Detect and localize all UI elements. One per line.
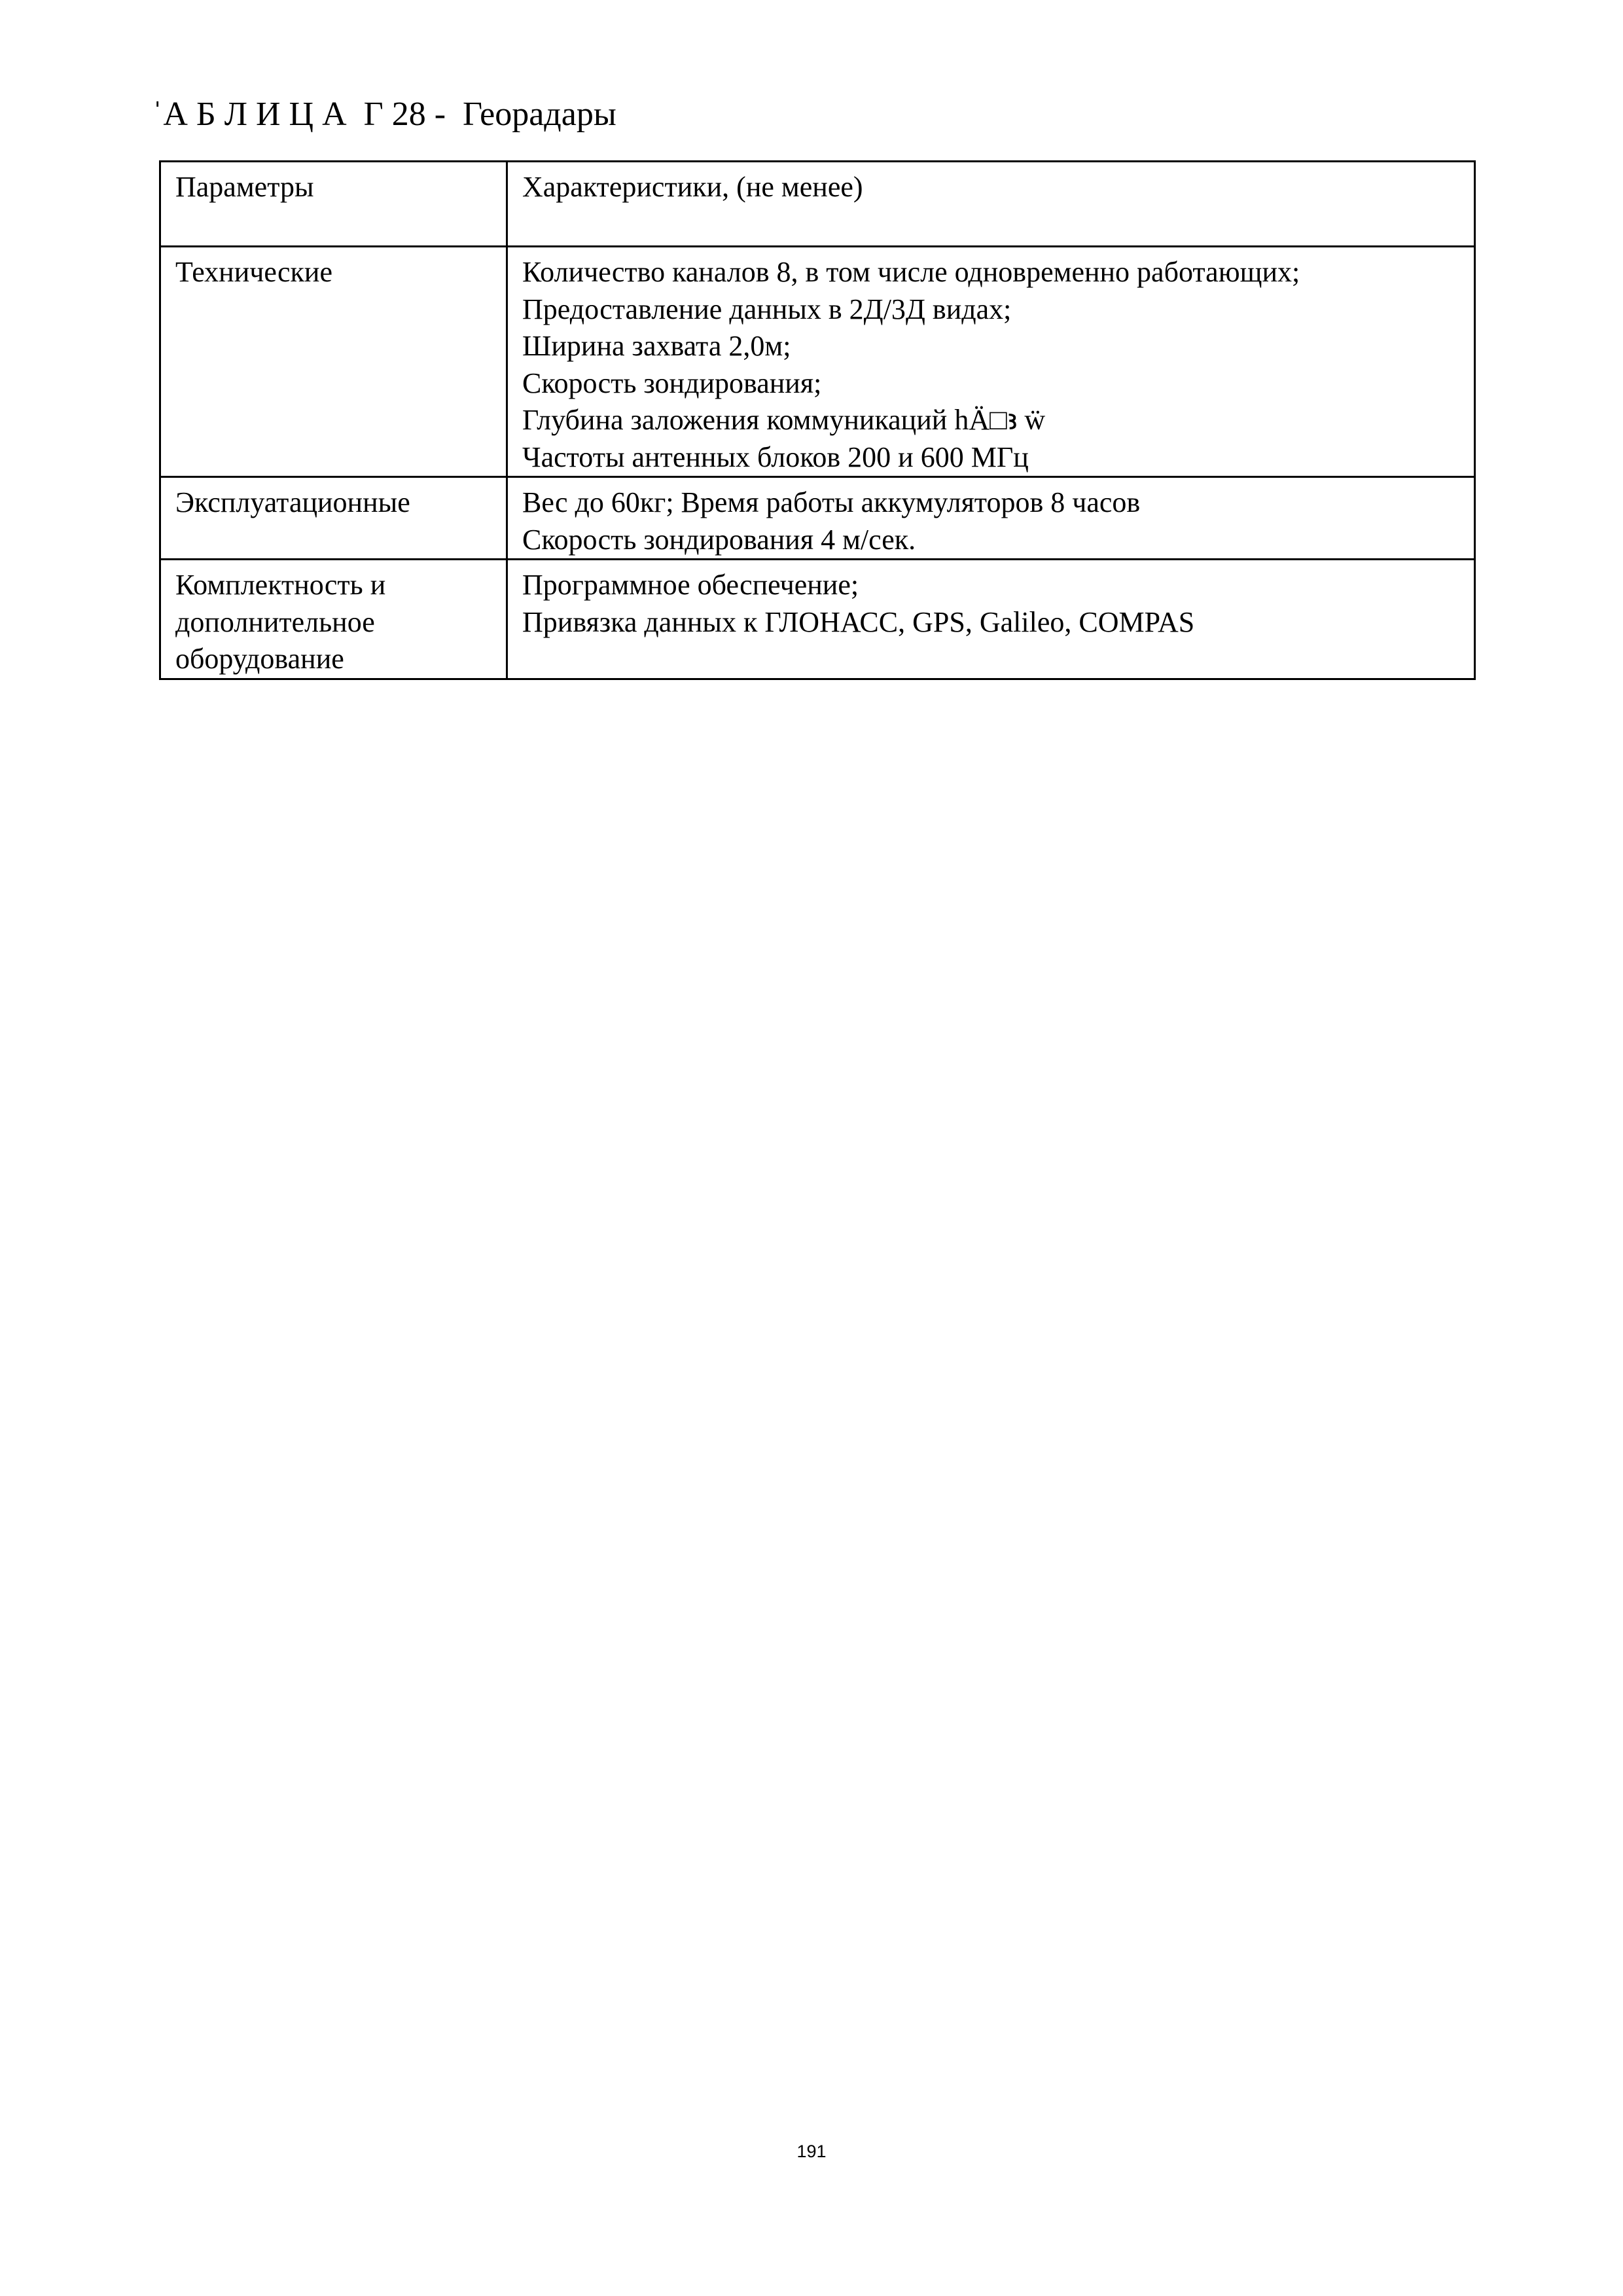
header-parameters: Параметры — [160, 162, 507, 247]
table-row-operational — [160, 477, 1475, 560]
georadar-spec-table — [159, 160, 1476, 680]
page-number: 191 — [796, 2142, 827, 2161]
table-cell-param: Эксплуатационные — [160, 477, 507, 560]
header-characteristics: Характеристики, (не менее) — [507, 162, 1475, 247]
table-cell-param: Технические — [160, 247, 507, 477]
table-cell-param: Комплектность и дополнительное оборудование — [160, 560, 507, 679]
table-cell-value: Программное обеспечение; Привязка данных к ГЛОНАСС, GPS, Galileo, COMPAS — [507, 560, 1475, 679]
table-caption: ˈА Б Л И Ц А Г 28 - Георадары — [152, 96, 616, 133]
table-row-technical — [160, 247, 1475, 477]
table-cell-value: Вес до 60кг; Время работы аккумуляторов 8 часов Скорость зондирования 4 м/сек. — [507, 477, 1475, 560]
table-row-equipment — [160, 560, 1475, 679]
table-header-row — [160, 162, 1475, 247]
table-cell-value: Количество каналов 8, в том числе одновременно работающих; Предоставление данных в 2Д/3Д видах; Ширина захвата 2,0м; Скорость зондирования; Глубина заложения коммуникаций hÄ□ꜣ ẅ Частоты антенных блоков 200 и 600 МГц — [507, 247, 1475, 477]
